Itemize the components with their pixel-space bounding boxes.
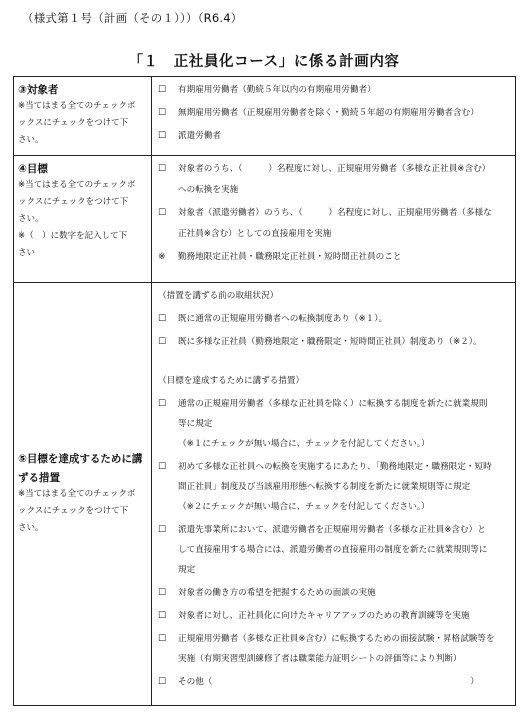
plan-table <box>13 76 516 706</box>
checkbox-item[interactable] <box>158 396 507 453</box>
instruction-note: ※（ ）に数字を記入して下 <box>18 231 128 241</box>
instruction-note: さい。 <box>18 214 44 224</box>
row-target-persons <box>14 77 516 156</box>
checkbox-item[interactable] <box>158 128 507 145</box>
checkbox-item[interactable] <box>158 522 507 579</box>
label-cell <box>14 77 152 156</box>
item-label: 無期雇用労働者（正規雇用労働者を除く・勤続５年超の有期雇用労働者含む） <box>178 108 479 118</box>
content-cell <box>152 156 516 283</box>
instruction-note: ックスにチェックをつけて下 <box>18 506 129 516</box>
checkbox-item[interactable] <box>158 105 507 122</box>
checkbox-icon[interactable]: ☐ <box>158 611 167 621</box>
checkbox-icon[interactable]: ☐ <box>158 525 167 535</box>
checkbox-item-other[interactable] <box>158 674 507 691</box>
footnote-text: 勤務地限定正社員・職務限定正社員・短時間正社員のこと <box>178 252 402 262</box>
checkbox-item[interactable] <box>158 334 507 351</box>
footnote <box>158 249 507 266</box>
item-label: 規定 <box>178 565 196 575</box>
item-label: 間正社員」制度及び当該雇用形態へ転換する制度を新たに就業規則等に規定 <box>178 482 471 492</box>
measures-label: （目標を達成するために講ずる措置） <box>158 376 305 386</box>
checkbox-icon[interactable]: ☐ <box>158 314 167 324</box>
section-heading: ③対象者 <box>18 84 59 96</box>
instruction-note: ※当てはまる全てのチェックボ <box>18 489 136 499</box>
footnote-mark: ※ <box>158 252 166 262</box>
checkbox-icon[interactable]: ☐ <box>158 462 167 472</box>
checkbox-icon[interactable]: ☐ <box>158 208 167 218</box>
item-label: して直接雇用する場合には、派遣労働者の直接雇用の制度を新たに就業規則等に <box>178 545 488 555</box>
instruction-note: さい。 <box>18 135 44 145</box>
item-label: 既に通常の正規雇用労働者への転換制度あり（※１）。 <box>178 314 388 324</box>
checkbox-icon[interactable]: ☐ <box>158 399 167 409</box>
checkbox-item[interactable] <box>158 82 507 99</box>
other-input[interactable]: その他（ ） <box>178 677 479 687</box>
checkbox-item[interactable] <box>158 161 507 199</box>
checkbox-item[interactable] <box>158 631 507 668</box>
instruction-note: ックスにチェックをつけて下 <box>18 118 129 128</box>
instruction-note: ックスにチェックをつけて下 <box>18 197 129 207</box>
checkbox-icon[interactable]: ☐ <box>158 634 167 644</box>
pre-status-label: （措置を講ずる前の取組状況） <box>158 291 279 301</box>
item-label: への転換を実施 <box>178 185 239 195</box>
item-label: 初めて多様な正社員への転換を実施するにあたり、「勤務地限定・職務限定・短時 <box>178 462 492 472</box>
item-note: （※１にチェックが無い場合に、チェックを付記してください。） <box>178 439 430 449</box>
section-heading: ④目標 <box>18 163 48 175</box>
item-label: 対象者に対し、正社員化に向けたキャリアアップのための教育訓練等を実施 <box>178 611 470 621</box>
item-label: 既に多様な正社員（勤務地限定・職務限定・短時間正社員）制度あり（※２）。 <box>178 337 482 347</box>
section-heading: ⑤目標を達成するために講 <box>18 453 143 465</box>
content-cell <box>152 77 516 156</box>
item-label: 派遣労働者 <box>178 131 221 141</box>
checkbox-item[interactable] <box>158 459 507 516</box>
item-note: （※２にチェックが無い場合に、チェックを付記してください。） <box>178 502 430 512</box>
item-label: 正社員※含む）としての直接雇用を実施 <box>178 229 332 239</box>
checkbox-item[interactable] <box>158 205 507 243</box>
label-cell <box>14 156 152 283</box>
instruction-note: ※当てはまる全てのチェックボ <box>18 101 136 111</box>
item-label: 正規雇用労働者（多様な正社員※含む）に転換するための面接試験・昇格試験等を <box>178 634 495 644</box>
checkbox-icon[interactable]: ☐ <box>158 677 167 687</box>
checkbox-item[interactable] <box>158 585 507 602</box>
row-measures <box>14 283 516 706</box>
checkbox-item[interactable] <box>158 608 507 625</box>
item-label: 対象者のうち、（ ）名程度に対し、正規雇用労働者（多様な正社員※含む） <box>178 164 491 174</box>
checkbox-icon[interactable]: ☐ <box>158 85 167 95</box>
row-goals <box>14 156 516 283</box>
section-heading: ずる措置 <box>18 472 60 484</box>
checkbox-icon[interactable]: ☐ <box>158 588 167 598</box>
label-cell <box>14 283 152 706</box>
item-label: 対象者（派遣労働者）のうち、（ ）名程度に対し、正規雇用労働者（多様な <box>178 208 492 218</box>
item-label: 通常の正規雇用労働者（多様な正社員を除く）に転換する制度を新たに就業規則 <box>178 399 488 409</box>
checkbox-icon[interactable]: ☐ <box>158 108 167 118</box>
checkbox-icon[interactable]: ☐ <box>158 131 167 141</box>
checkbox-icon[interactable]: ☐ <box>158 337 167 347</box>
item-label: 対象者の働き方の希望を把握するための面談の実施 <box>178 588 376 598</box>
instruction-note: さい <box>18 248 36 258</box>
form-number: （様式第１号（計画（その１）））（R6.4） <box>22 11 243 25</box>
document-title: 「１ 正社員化コース」に係る計画内容 <box>128 54 400 70</box>
checkbox-item[interactable] <box>158 311 507 328</box>
instruction-note: さい。 <box>18 523 44 533</box>
item-label: 派遣先事業所において、派遣労働者を正規雇用労働者（多様な正社員※含む）と <box>178 525 486 535</box>
instruction-note: ※当てはまる全てのチェックボ <box>18 180 136 190</box>
item-label: 有期雇用労働者（勤続５年以内の有期雇用労働者） <box>178 85 376 95</box>
item-label: 実施（有期実習型訓練修了者は職業能力証明シートの評価等により判断） <box>178 654 462 664</box>
item-label: 等に規定 <box>178 419 213 429</box>
content-cell <box>152 283 516 706</box>
checkbox-icon[interactable]: ☐ <box>158 164 167 174</box>
